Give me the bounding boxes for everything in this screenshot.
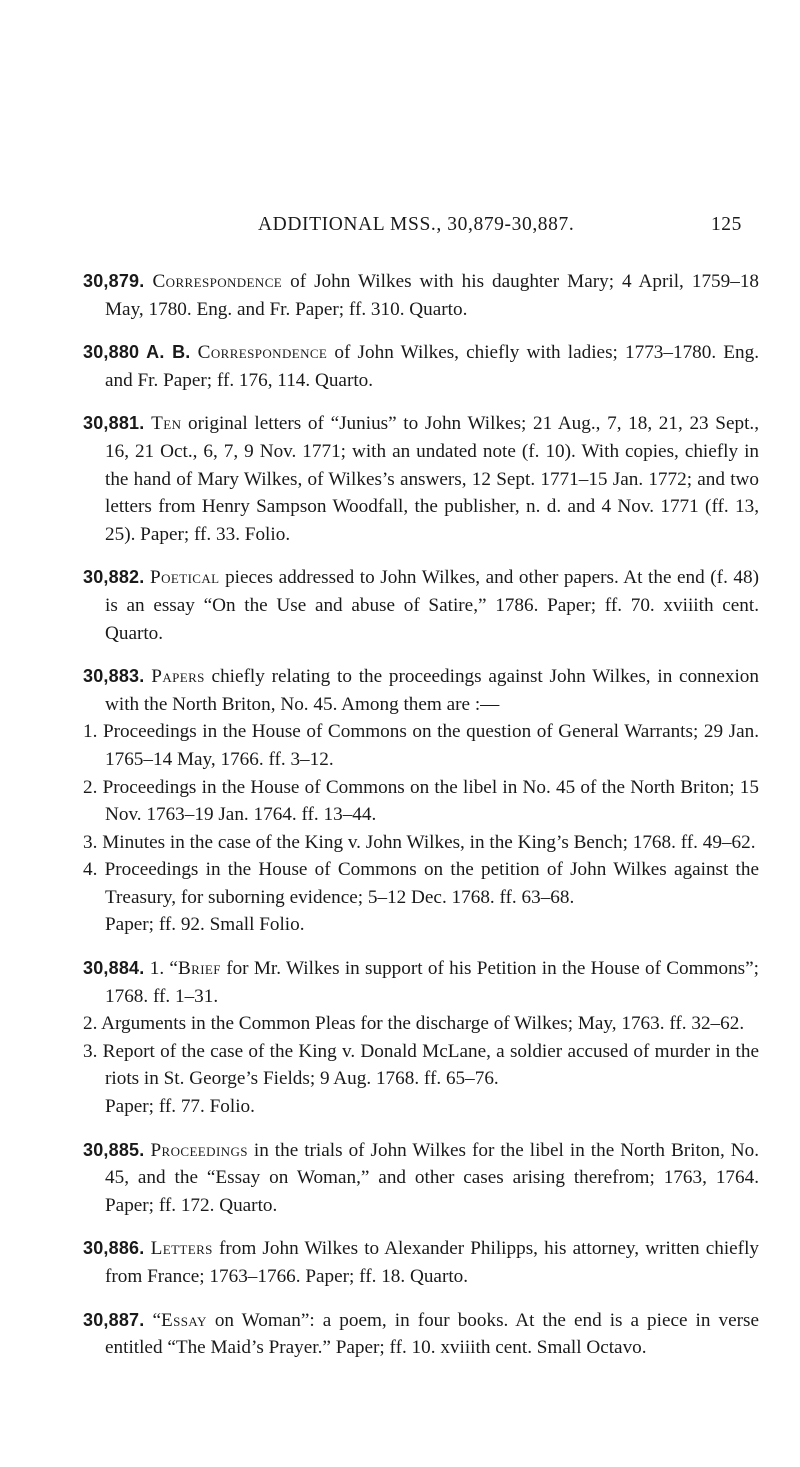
entry-number: 30,882. xyxy=(83,567,145,588)
entry-number: 30,879. xyxy=(83,271,145,291)
list-item: 4. Proceedings in the House of Commons on the petition of John Wilkes against the Treasury, for suborning evidence; 5–12 Dec. 1768. ff. 63–68. xyxy=(83,859,759,908)
entry-number: 30,885. xyxy=(83,1139,145,1160)
entry-keyword: Ten xyxy=(151,413,182,435)
entry-keyword: Correspondence xyxy=(197,342,328,364)
entry-30885 xyxy=(83,1137,759,1220)
page-number: 125 xyxy=(710,214,742,235)
list-item: 1. Proceedings in the House of Commons on the question of General Warrants; 29 Jan. 1765–14 May, 1766. ff. 3–12. xyxy=(83,721,759,770)
entry-30882 xyxy=(83,564,759,647)
list-item: 2. Arguments in the Common Pleas for the discharge of Wilkes; May, 1763. ff. 32–62. xyxy=(83,1013,745,1035)
entry-30884 xyxy=(83,955,759,1121)
entry-30886 xyxy=(83,1235,759,1290)
entry-text: in the trials of John Wilkes for the libel in the North Briton, No. 45, and the “Essay on Woman,” and other cases arising therefrom; 1763, 1764. Paper; ff. 172. Quarto. xyxy=(105,1139,760,1216)
entry-keyword: Essay xyxy=(161,1309,207,1331)
running-head-title: ADDITIONAL MSS., 30,879-30,887. xyxy=(258,214,575,235)
entry-number: 30,884. xyxy=(83,958,145,979)
entry-30883-intro xyxy=(83,663,759,718)
entry-number: 30,883. xyxy=(83,666,145,687)
entry-keyword: Letters xyxy=(150,1238,213,1260)
entry-30881 xyxy=(83,410,759,548)
catalogue-entries xyxy=(83,268,759,1378)
entry-closing: Paper; ff. 77. Folio. xyxy=(105,1096,255,1118)
entry-keyword: Poetical xyxy=(150,567,220,589)
entry-30884-items xyxy=(83,1010,759,1093)
entry-text: pieces addressed to John Wilkes, and other papers. At the end (f. 48) is an essay “On the Use and abuse of Satire,” 1786. Paper; ff. 70. xviiith cent. Quarto. xyxy=(105,567,759,644)
entry-number: 30,880 A. B. xyxy=(83,342,191,363)
entry-lead: 1. “ xyxy=(149,958,178,980)
entry-text: of John Wilkes with his daughter Mary; 4 April, 1759–18 May, 1780. Eng. and Fr. Paper; ff. 310. Quarto. xyxy=(105,271,760,320)
entry-30879 xyxy=(83,268,759,323)
entry-30880 xyxy=(83,339,759,394)
entry-30883-items xyxy=(83,718,759,911)
entry-number: 30,881. xyxy=(83,413,145,434)
list-item: 2. Proceedings in the House of Commons on the libel in No. 45 of the North Briton; 15 Nov. 1763–19 Jan. 1764. ff. 13–44. xyxy=(83,776,759,826)
list-item: 3. Report of the case of the King v. Donald McLane, a soldier accused of murder in the riots in St. George’s Fields; 9 Aug. 1768. ff. 65–76. xyxy=(83,1040,759,1090)
entry-30887 xyxy=(83,1307,759,1362)
list-item: 3. Minutes in the case of the King v. John Wilkes, in the King’s Bench; 1768. ff. 49–62. xyxy=(83,831,756,853)
entry-keyword: Proceedings xyxy=(150,1139,248,1161)
entry-text: on Woman”: a poem, in four books. At the end is a piece in verse entitled “The Maid’s Prayer.” Paper; ff. 10. xviiith cent. Small Octavo. xyxy=(105,1309,759,1359)
entry-text: of John Wilkes, chiefly with ladies; 1773–1780. Eng. and Fr. Paper; ff. 176, 114. Quarto. xyxy=(105,342,760,391)
entry-text: from John Wilkes to Alexander Philipps, his attorney, written chiefly from France; 1763–1766. Paper; ff. 18. Quarto. xyxy=(105,1238,759,1287)
entry-number: 30,886. xyxy=(83,1238,145,1259)
entry-text: chiefly relating to the proceedings against John Wilkes, in connexion with the North Briton, No. 45. Among them are :— xyxy=(105,666,759,715)
entry-30883 xyxy=(83,663,759,939)
entry-number: 30,887. xyxy=(83,1309,145,1330)
entry-text: for Mr. Wilkes in support of his Petition in the House of Commons”; 1768. ff. 1–31. xyxy=(105,958,759,1007)
entry-30884-intro xyxy=(83,955,759,1010)
running-head xyxy=(258,214,788,242)
entry-keyword: Papers xyxy=(151,666,205,688)
entry-text: original letters of “Junius” to John Wilkes; 21 Aug., 7, 18, 21, 23 Sept., 16, 21 Oct., 6, 7, 9 Nov. 1771; with an undated note (f. 10). With copies, chiefly in the hand of Mary Wilkes, of Wilkes’s answers, 12 Sept. 1771–15 Jan. 1772; and two letters from Henry Sampson Woodfall, the publisher, n. d. and 4 Nov. 1771 (ff. 13, 25). Paper; ff. 33. Folio. xyxy=(105,413,760,545)
entry-keyword: Brief xyxy=(177,958,221,980)
entry-lead: “ xyxy=(152,1309,162,1331)
entry-keyword: Correspondence xyxy=(152,271,283,292)
entry-closing: Paper; ff. 92. Small Folio. xyxy=(105,914,305,936)
